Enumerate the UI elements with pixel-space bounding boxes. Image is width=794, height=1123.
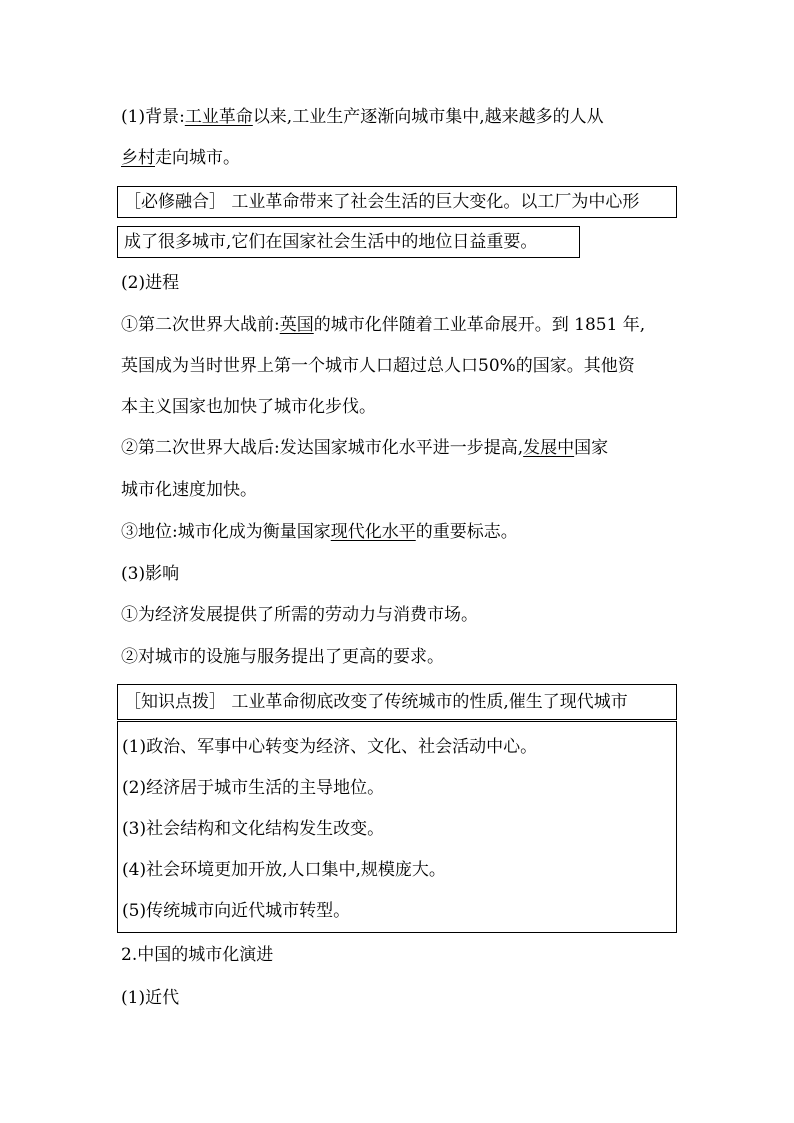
progress-1-text: 英国成为当时世界上第一个城市人口超过总人口50%的国家。其他资	[121, 356, 635, 376]
progress-1-line-2	[121, 355, 635, 377]
progress-3-text: 的重要标志。	[415, 522, 518, 542]
knowledge-box-body	[117, 721, 677, 933]
progress-1-text: 的城市化伴随着工业革命展开。到 1851 年,	[313, 315, 646, 335]
progress-2-text: 国家	[574, 438, 609, 458]
progress-2-line-1	[121, 437, 608, 459]
background-text: 走向城市。	[155, 148, 240, 168]
progress-2-line-2	[121, 479, 257, 501]
background-line-1	[121, 106, 604, 128]
progress-1-line-3	[121, 396, 376, 418]
modern-heading	[121, 987, 179, 1009]
knowledge-item	[122, 900, 350, 922]
knowledge-box-header	[117, 684, 677, 720]
progress-1-line-1	[121, 314, 645, 336]
knowledge-item-text: (1)政治、军事中心转变为经济、文化、社会活动中心。	[122, 737, 538, 757]
fusion-text-2: 成了很多城市,它们在国家社会生活中的地位日益重要。	[124, 232, 538, 252]
knowledge-item	[122, 859, 446, 881]
knowledge-header-text: ［知识点拨］ 工业革命彻底改变了传统城市的性质,催生了现代城市	[124, 692, 628, 712]
knowledge-item-text: (3)社会结构和文化结构发生改变。	[122, 819, 385, 839]
fusion-box-line-2	[117, 226, 580, 258]
progress-2-text: 城市化速度加快。	[121, 480, 257, 500]
knowledge-item	[122, 777, 384, 799]
impact-heading	[121, 563, 179, 585]
progress-heading	[121, 272, 179, 294]
knowledge-item	[122, 736, 537, 758]
impact-heading-text: (3)影响	[121, 564, 180, 584]
section-2-heading-text: 2.中国的城市化演进	[121, 945, 274, 965]
progress-1-text: 本主义国家也加快了城市化步伐。	[121, 397, 376, 417]
background-line-2	[121, 147, 240, 169]
progress-heading-text: (2)进程	[121, 273, 180, 293]
impact-1	[121, 604, 478, 626]
underlined-term: 现代化水平	[330, 522, 416, 542]
progress-3-line	[121, 521, 518, 543]
impact-2	[121, 646, 444, 668]
underlined-term: 工业革命	[184, 107, 253, 127]
progress-2-label: ②第二次世界大战后:发达国家城市化水平进一步提高,	[121, 438, 524, 458]
underlined-term: 发展中	[523, 438, 575, 458]
knowledge-item-text: (5)传统城市向近代城市转型。	[122, 901, 351, 921]
background-label: (1)背景:	[121, 107, 185, 127]
knowledge-item-text: (2)经济居于城市生活的主导地位。	[122, 778, 385, 798]
progress-3-label: ③地位:城市化成为衡量国家	[121, 522, 331, 542]
impact-2-text: ②对城市的设施与服务提出了更高的要求。	[121, 647, 444, 667]
modern-heading-text: (1)近代	[121, 988, 180, 1008]
background-text: 以来,工业生产逐渐向城市集中,越来越多的人从	[252, 107, 604, 127]
underlined-term: 英国	[279, 315, 314, 335]
fusion-text-1: ［必修融合］ 工业革命带来了社会生活的巨大变化。以工厂为中心形	[124, 192, 640, 212]
impact-1-text: ①为经济发展提供了所需的劳动力与消费市场。	[121, 605, 478, 625]
underlined-term: 乡村	[121, 148, 155, 168]
fusion-box-line-1	[117, 186, 677, 218]
progress-1-label: ①第二次世界大战前:	[121, 315, 280, 335]
knowledge-item-text: (4)社会环境更加开放,人口集中,规模庞大。	[122, 860, 446, 880]
section-2-heading	[121, 944, 273, 966]
knowledge-item	[122, 818, 384, 840]
